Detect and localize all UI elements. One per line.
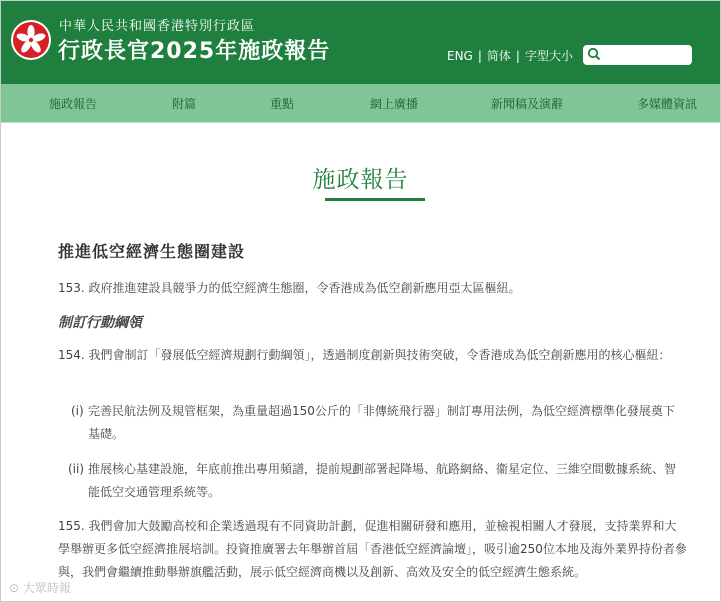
watermark [9,579,71,596]
simplified-chinese-link[interactable]: 简体 [486,49,511,63]
header-tools [447,47,573,64]
nav-item-highlights[interactable]: 重點 [270,97,295,111]
search-icon[interactable] [587,47,601,61]
search-box[interactable] [583,45,692,65]
section-title: 推進低空經濟生態圈建設 [58,242,246,261]
list-item-text: 推展核心基建設施，年底前推出專用頻譜，提前規劃部署起降場、航路網絡、衞星定位、三維空間數據系統、智能低空交通管理系統等。 [88,462,677,499]
paragraph-153: 153. 政府推進建設具競爭力的低空經濟生態圈，令香港成為低空創新應用亞太區樞紐。 [58,281,521,295]
nav-item-press-releases[interactable]: 新聞稿及演辭 [491,97,564,111]
hksar-emblem-icon[interactable] [11,20,51,60]
site-title[interactable]: 行政長官2025年施政報告 [58,39,331,64]
main-nav [1,84,720,123]
nav-item-supplement[interactable]: 附篇 [172,97,197,111]
list-item-label: (i) [71,404,84,418]
government-name: 中華人民共和國香港特別行政區 [59,19,256,34]
list-item-text: 完善民航法例及規管框架，為重量超過150公斤的「非傳統飛行器」制訂專用法例，為低空經濟標準化發展奠下基礎。 [88,404,675,441]
font-size-link[interactable]: 字型大小 [524,49,573,63]
tools-divider: | [515,49,520,63]
nav-item-policy-address[interactable]: 施政報告 [49,97,98,111]
search-input[interactable] [603,45,689,65]
paragraph-154: 154. 我們會制訂「發展低空經濟規劃行動綱領」，透過制度創新與技術突破，令香港成為低空創新應用的核心樞紐： [58,348,671,362]
nav-item-multimedia[interactable]: 多媒體資訊 [637,97,698,111]
list-item-label: (ii) [68,462,85,476]
watermark-text: 大眾時報 [22,581,71,595]
watermark-logo-icon: ⊙ [9,581,23,595]
paragraph-155: 155. 我們會加大鼓勵高校和企業透過現有不同資助計劃，促進相關研發和應用，並檢視相關人才發展，支持業界和大學舉辦更多低空經濟推展培訓。投資推廣署去年舉辦首屆「香港低空經濟論壇」，吸引逾250位本地及海外業界持份者參與，我們會繼續推動舉辦旗艦活動，展示低空經濟商機以及創新、高效及安全的低空經濟生態系統。 [58,519,687,579]
english-link[interactable]: ENG [447,49,473,63]
nav-item-webcast[interactable]: 網上廣播 [370,97,419,111]
title-underline [325,198,425,201]
site-header [1,1,720,84]
subheading: 制訂行動綱領 [58,315,142,331]
page-title: 施政報告 [312,167,409,193]
tools-divider: | [477,49,482,63]
